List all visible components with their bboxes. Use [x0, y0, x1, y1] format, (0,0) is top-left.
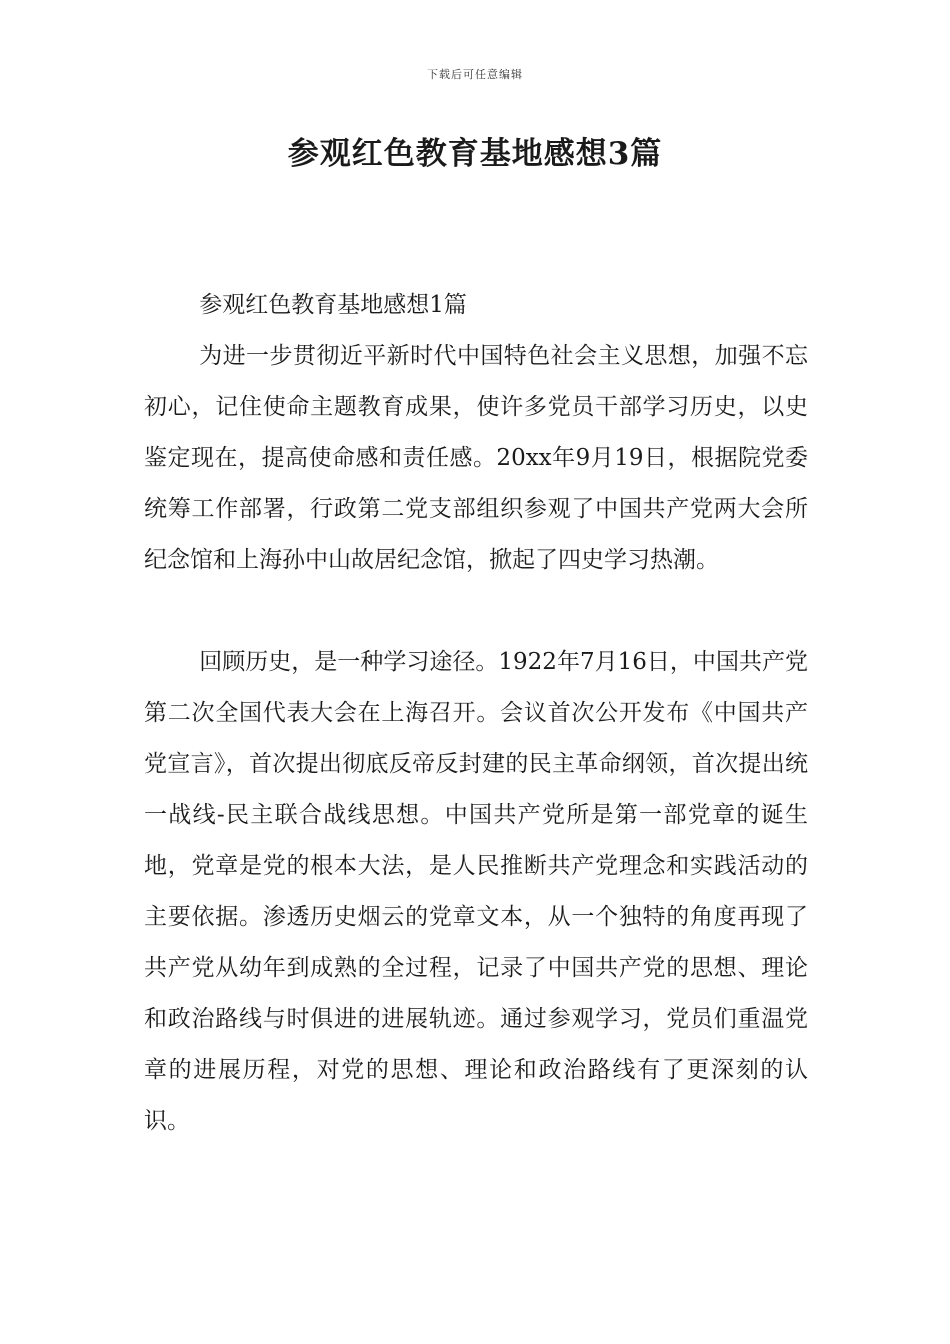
paragraph-2: 回顾历史，是一种学习途径。1922年7月16日，中国共产党第二次全国代表大会在上海召开。会议首次公开发布《中国共产党宣言》，首次提出彻底反帝反封建的民主革命纲领，首次提出统一战线-民主联合战线思想。中国共产党所是第一部党章的诞生地，党章是党的根本大法，是人民推断共产党理念和实践活动的主要依据。渗透历史烟云的党章文本，从一个独特的角度再现了共产党从幼年到成熟的全过程，记录了中国共产党的思想、理论和政治路线与时俱进的进展轨迹。通过参观学习，党员们重温党章的进展历程，对党的思想、理论和政治路线有了更深刻的认识。	[144, 649, 808, 1134]
section-heading: 参观红色教育基地感想1篇	[199, 292, 467, 318]
document-title: 参观红色教育基地感想3篇	[287, 136, 663, 172]
header-note: 下载后可任意编辑	[427, 68, 523, 81]
document-body	[144, 280, 808, 1147]
paragraph-1: 为进一步贯彻近平新时代中国特色社会主义思想，加强不忘初心，记住使命主题教育成果，使许多党员干部学习历史，以史鉴定现在，提高使命感和责任感。20xx年9月19日，根据院党委统筹工作部署，行政第二党支部组织参观了中国共产党两大会所纪念馆和上海孙中山故居纪念馆，掀起了四史学习热潮。	[144, 343, 808, 573]
paragraph-spacer	[144, 586, 808, 637]
